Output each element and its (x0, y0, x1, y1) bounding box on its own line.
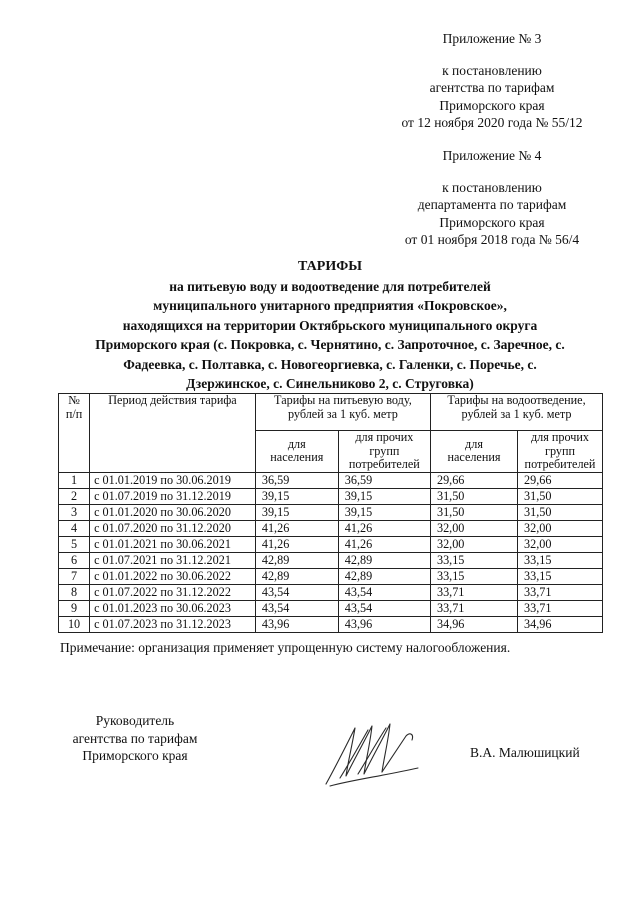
title-line: на питьевую воду и водоотведение для потребителей (169, 278, 491, 294)
appendix-3-line: к постановлению (442, 62, 542, 78)
handwritten-signature-icon (322, 720, 422, 795)
row-sewage-population: 29,66 (430, 472, 517, 488)
row-period: с 01.01.2019 по 30.06.2019 (90, 472, 256, 488)
header-sewage: Тарифы на водоотведение, рублей за 1 куб. метр (430, 394, 602, 431)
row-sewage-other: 32,00 (518, 520, 603, 536)
row-water-other: 39,15 (338, 504, 430, 520)
row-water-population: 43,54 (255, 600, 338, 616)
row-sewage-population: 33,15 (430, 568, 517, 584)
row-sewage-population: 31,50 (430, 488, 517, 504)
row-sewage-population: 33,71 (430, 600, 517, 616)
table-row (59, 504, 603, 520)
row-number: 10 (59, 616, 90, 632)
row-number: 7 (59, 568, 90, 584)
table-row (59, 520, 603, 536)
row-sewage-other: 33,15 (518, 568, 603, 584)
row-sewage-other: 29,66 (518, 472, 603, 488)
header-water-other: для прочих групп потребителей (338, 431, 430, 473)
row-sewage-other: 34,96 (518, 616, 603, 632)
row-sewage-other: 32,00 (518, 536, 603, 552)
appendix-3-line: агентства по тарифам (429, 80, 555, 95)
table-row (59, 616, 603, 632)
row-period: с 01.01.2023 по 30.06.2023 (90, 600, 256, 616)
header-sewage-population: для населения (430, 431, 517, 473)
appendix-4-title: Приложение № 4 (442, 148, 542, 163)
appendix-4-line: Приморского края (439, 214, 545, 230)
header-water-population: для населения (255, 431, 338, 473)
row-water-population: 42,89 (255, 568, 338, 584)
row-period: с 01.07.2020 по 31.12.2020 (90, 520, 256, 536)
row-period: с 01.01.2020 по 30.06.2020 (90, 504, 256, 520)
appendix-3-header (372, 30, 612, 132)
signatory-position (60, 712, 210, 765)
signatory-position-line: Приморского края (82, 748, 188, 763)
table-header-row (59, 394, 603, 431)
appendix-4-line: к постановлению (442, 179, 542, 195)
row-sewage-population: 31,50 (430, 504, 517, 520)
row-water-other: 39,15 (338, 488, 430, 504)
row-water-other: 43,96 (338, 616, 430, 632)
row-sewage-population: 33,15 (430, 552, 517, 568)
appendix-3-title: Приложение № 3 (442, 31, 542, 46)
tariff-table (58, 393, 603, 633)
row-period: с 01.01.2022 по 30.06.2022 (90, 568, 256, 584)
row-period: с 01.07.2023 по 31.12.2023 (90, 616, 256, 632)
row-water-other: 42,89 (338, 552, 430, 568)
table-row (59, 472, 603, 488)
signatory-position-line: агентства по тарифам (72, 730, 198, 746)
row-water-population: 41,26 (255, 520, 338, 536)
row-sewage-other: 33,71 (518, 584, 603, 600)
row-water-other: 36,59 (338, 472, 430, 488)
table-row (59, 488, 603, 504)
row-number: 2 (59, 488, 90, 504)
row-water-population: 43,54 (255, 584, 338, 600)
table-row (59, 552, 603, 568)
row-water-other: 41,26 (338, 536, 430, 552)
row-water-population: 39,15 (255, 504, 338, 520)
row-water-population: 43,96 (255, 616, 338, 632)
row-sewage-population: 32,00 (430, 520, 517, 536)
row-sewage-other: 31,50 (518, 488, 603, 504)
row-period: с 01.07.2022 по 31.12.2022 (90, 584, 256, 600)
signatory-name: В.А. Малюшицкий (470, 745, 580, 760)
row-number: 6 (59, 552, 90, 568)
row-sewage-other: 33,71 (518, 600, 603, 616)
table-row (59, 584, 603, 600)
row-sewage-population: 32,00 (430, 536, 517, 552)
row-water-other: 43,54 (338, 600, 430, 616)
row-number: 1 (59, 472, 90, 488)
row-number: 9 (59, 600, 90, 616)
table-row (59, 568, 603, 584)
header-period: Период действия тарифа (90, 394, 256, 473)
row-number: 4 (59, 520, 90, 536)
row-period: с 01.07.2019 по 31.12.2019 (90, 488, 256, 504)
row-sewage-other: 31,50 (518, 504, 603, 520)
note-text: Примечание: организация применяет упрощенную систему налогообложения. (60, 640, 511, 655)
header-sewage-other: для прочих групп потребителей (518, 431, 603, 473)
row-water-other: 42,89 (338, 568, 430, 584)
appendix-4-header (372, 147, 612, 249)
appendix-4-date: от 01 ноября 2018 года № 56/4 (404, 232, 580, 247)
title-line: Дзержинское, с. Синельниково 2, с. Струговка) (186, 376, 474, 391)
row-water-population: 42,89 (255, 552, 338, 568)
appendix-3-line: Приморского края (439, 97, 545, 113)
row-sewage-other: 33,15 (518, 552, 603, 568)
appendix-3-date: от 12 ноября 2020 года № 55/12 (401, 115, 583, 130)
signatory-position-line: Руководитель (95, 713, 175, 728)
row-sewage-population: 33,71 (430, 584, 517, 600)
row-water-other: 43,54 (338, 584, 430, 600)
title-line: муниципального унитарного предприятия «Покровское», (153, 298, 507, 313)
table-row (59, 536, 603, 552)
title-line: Приморского края (с. Покровка, с. Чернятино, с. Запроточное, с. Заречное, с. (95, 337, 565, 352)
row-water-population: 41,26 (255, 536, 338, 552)
appendix-4-line: департамента по тарифам (417, 197, 567, 212)
row-water-population: 36,59 (255, 472, 338, 488)
table-row (59, 600, 603, 616)
header-water: Тарифы на питьевую воду, рублей за 1 куб. метр (255, 394, 430, 431)
row-period: с 01.07.2021 по 31.12.2021 (90, 552, 256, 568)
title-heading: ТАРИФЫ (298, 259, 362, 274)
row-period: с 01.01.2021 по 30.06.2021 (90, 536, 256, 552)
document-title (40, 257, 620, 394)
row-water-population: 39,15 (255, 488, 338, 504)
header-number: № п/п (59, 394, 90, 473)
row-number: 8 (59, 584, 90, 600)
row-water-other: 41,26 (338, 520, 430, 536)
row-number: 5 (59, 536, 90, 552)
title-line: Фадеевка, с. Полтавка, с. Новогеоргиевка, с. Галенки, с. Поречье, с. (123, 356, 537, 372)
row-sewage-population: 34,96 (430, 616, 517, 632)
row-number: 3 (59, 504, 90, 520)
title-line: находящихся на территории Октябрьского муниципального округа (122, 317, 538, 333)
